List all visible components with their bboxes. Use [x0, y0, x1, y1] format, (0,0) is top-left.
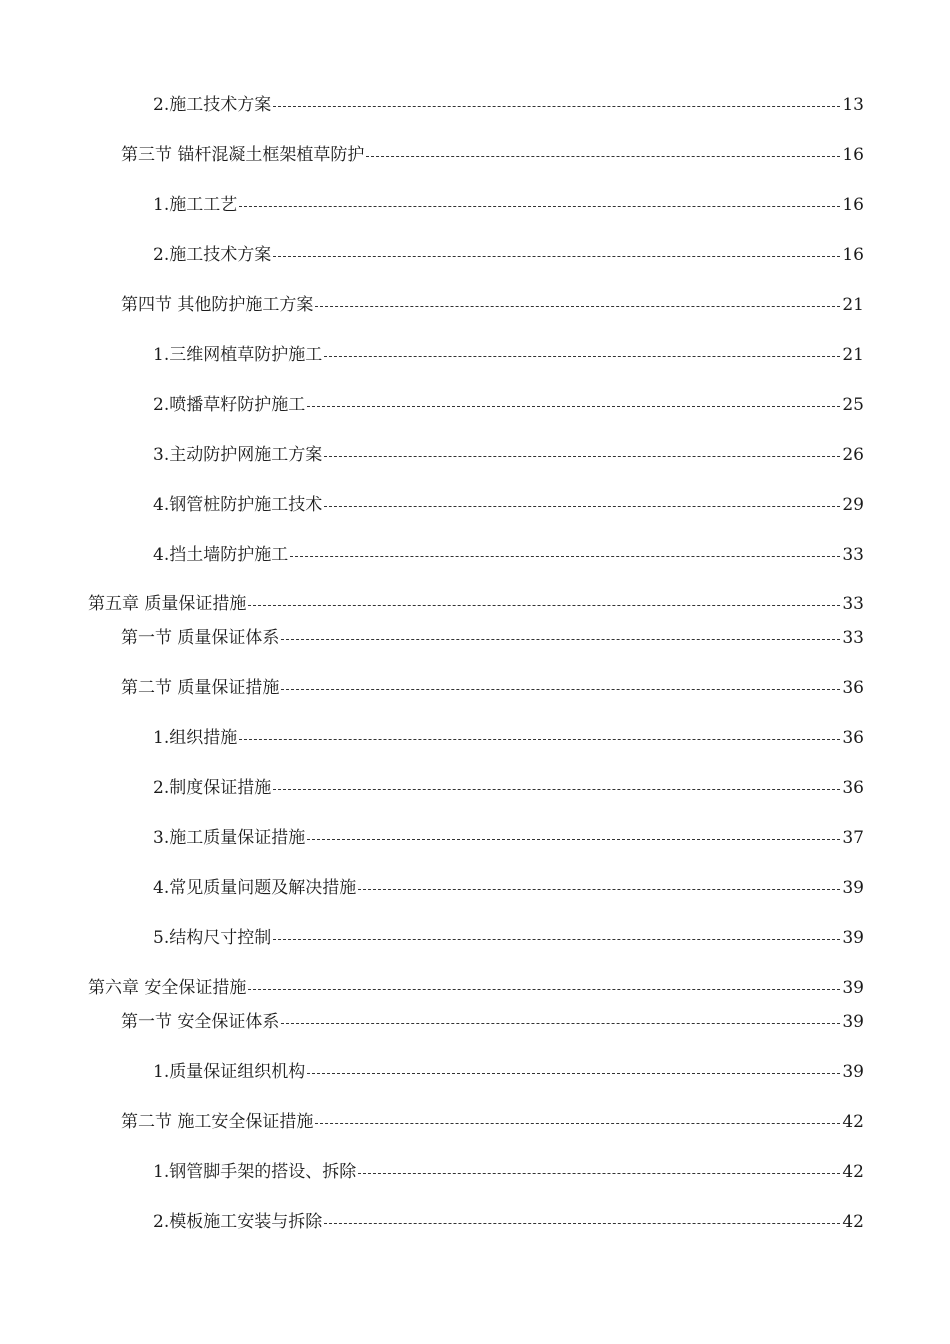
toc-entry-label: 1.三维网植草防护施工	[153, 345, 323, 365]
toc-entry-label: 4.钢管桩防护施工技术	[153, 495, 323, 515]
toc-leader	[273, 938, 840, 940]
toc-entry-page: 42	[842, 1112, 864, 1132]
toc-leader	[324, 355, 840, 357]
toc-leader	[248, 988, 840, 990]
toc-entry-label: 5.结构尺寸控制	[153, 928, 272, 948]
toc-entry-label: 1.钢管脚手架的搭设、拆除	[153, 1162, 357, 1182]
toc-entry[interactable]	[153, 542, 864, 568]
toc-entry[interactable]	[153, 825, 864, 851]
toc-entry-label: 第二节 质量保证措施	[121, 678, 280, 698]
toc-entry-page: 39	[842, 928, 864, 948]
toc-leader	[307, 838, 840, 840]
toc-leader	[324, 1222, 840, 1224]
toc-entry-page: 37	[842, 828, 864, 848]
toc-leader	[281, 638, 840, 640]
toc-entry-page: 13	[842, 95, 864, 115]
toc-entry-page: 39	[842, 1012, 864, 1032]
toc-entry[interactable]	[121, 142, 864, 168]
toc-entry-page: 26	[842, 445, 864, 465]
toc-entry-page: 21	[842, 345, 864, 365]
toc-entry-label: 4.常见质量问题及解决措施	[153, 878, 357, 898]
toc-entry[interactable]	[153, 192, 864, 218]
toc-entry-label: 第一节 安全保证体系	[121, 1012, 280, 1032]
toc-entry[interactable]	[153, 1059, 864, 1085]
toc-leader	[307, 1072, 840, 1074]
toc-entry[interactable]	[88, 591, 864, 617]
toc-entry-label: 第六章 安全保证措施	[88, 978, 247, 998]
toc-entry-label: 第五章 质量保证措施	[88, 594, 247, 614]
toc-leader	[324, 455, 840, 457]
toc-leader	[358, 888, 840, 890]
toc-entry-label: 第四节 其他防护施工方案	[121, 295, 314, 315]
toc-entry-label: 2.制度保证措施	[153, 778, 272, 798]
toc-entry-page: 21	[842, 295, 864, 315]
toc-leader	[358, 1172, 840, 1174]
toc-entry-label: 第二节 施工安全保证措施	[121, 1112, 314, 1132]
toc-leader	[273, 255, 840, 257]
toc-entry-page: 29	[842, 495, 864, 515]
toc-entry[interactable]	[153, 775, 864, 801]
toc-entry-label: 2.模板施工安装与拆除	[153, 1212, 323, 1232]
toc-entry-page: 36	[842, 778, 864, 798]
toc-leader	[239, 205, 840, 207]
toc-leader	[273, 105, 840, 107]
toc-entry-page: 16	[842, 145, 864, 165]
toc-leader	[324, 505, 840, 507]
toc-entry-page: 39	[842, 978, 864, 998]
toc-entry-page: 39	[842, 878, 864, 898]
toc-entry[interactable]	[121, 625, 864, 651]
toc-entry-label: 3.主动防护网施工方案	[153, 445, 323, 465]
toc-entry-label: 1.施工工艺	[153, 195, 238, 215]
toc-leader	[366, 155, 840, 157]
toc-entry-page: 33	[842, 628, 864, 648]
toc-entry[interactable]	[88, 975, 864, 1001]
toc-leader	[290, 555, 840, 557]
toc-leader	[239, 738, 840, 740]
toc-leader	[307, 405, 840, 407]
toc-leader	[281, 688, 840, 690]
toc-entry[interactable]	[121, 675, 864, 701]
toc-entry-page: 36	[842, 728, 864, 748]
toc-entry-page: 16	[842, 245, 864, 265]
toc-entry[interactable]	[153, 1209, 864, 1235]
toc-entry[interactable]	[153, 342, 864, 368]
toc-entry-page: 25	[842, 395, 864, 415]
toc-entry[interactable]	[153, 925, 864, 951]
toc-entry[interactable]	[153, 725, 864, 751]
toc-leader	[273, 788, 840, 790]
toc-entry-label: 第一节 质量保证体系	[121, 628, 280, 648]
toc-entry-label: 2.施工技术方案	[153, 95, 272, 115]
toc-entry-page: 36	[842, 678, 864, 698]
toc-entry-page: 16	[842, 195, 864, 215]
toc-entry[interactable]	[153, 92, 864, 118]
toc-entry[interactable]	[153, 492, 864, 518]
toc-entry-label: 3.施工质量保证措施	[153, 828, 306, 848]
toc-entry[interactable]	[121, 1109, 864, 1135]
toc-leader	[315, 305, 840, 307]
toc-entry-label: 第三节 锚杆混凝土框架植草防护	[121, 145, 365, 165]
toc-entry[interactable]	[153, 242, 864, 268]
toc-entry-page: 42	[842, 1212, 864, 1232]
toc-entry-page: 39	[842, 1062, 864, 1082]
toc-entry[interactable]	[121, 1009, 864, 1035]
toc-entry-label: 2.施工技术方案	[153, 245, 272, 265]
toc-entry-page: 33	[842, 594, 864, 614]
toc-leader	[281, 1022, 840, 1024]
toc-entry-page: 42	[842, 1162, 864, 1182]
toc-entry[interactable]	[153, 392, 864, 418]
toc-entry[interactable]	[153, 442, 864, 468]
toc-leader	[248, 604, 840, 606]
toc-leader	[315, 1122, 840, 1124]
toc-entry-page: 33	[842, 545, 864, 565]
toc-entry-label: 2.喷播草籽防护施工	[153, 395, 306, 415]
toc-entry-label: 1.质量保证组织机构	[153, 1062, 306, 1082]
toc-entry-label: 4.挡土墙防护施工	[153, 545, 289, 565]
toc-entry[interactable]	[153, 875, 864, 901]
toc-entry[interactable]	[153, 1159, 864, 1185]
toc-entry[interactable]	[121, 292, 864, 318]
toc-entry-label: 1.组织措施	[153, 728, 238, 748]
